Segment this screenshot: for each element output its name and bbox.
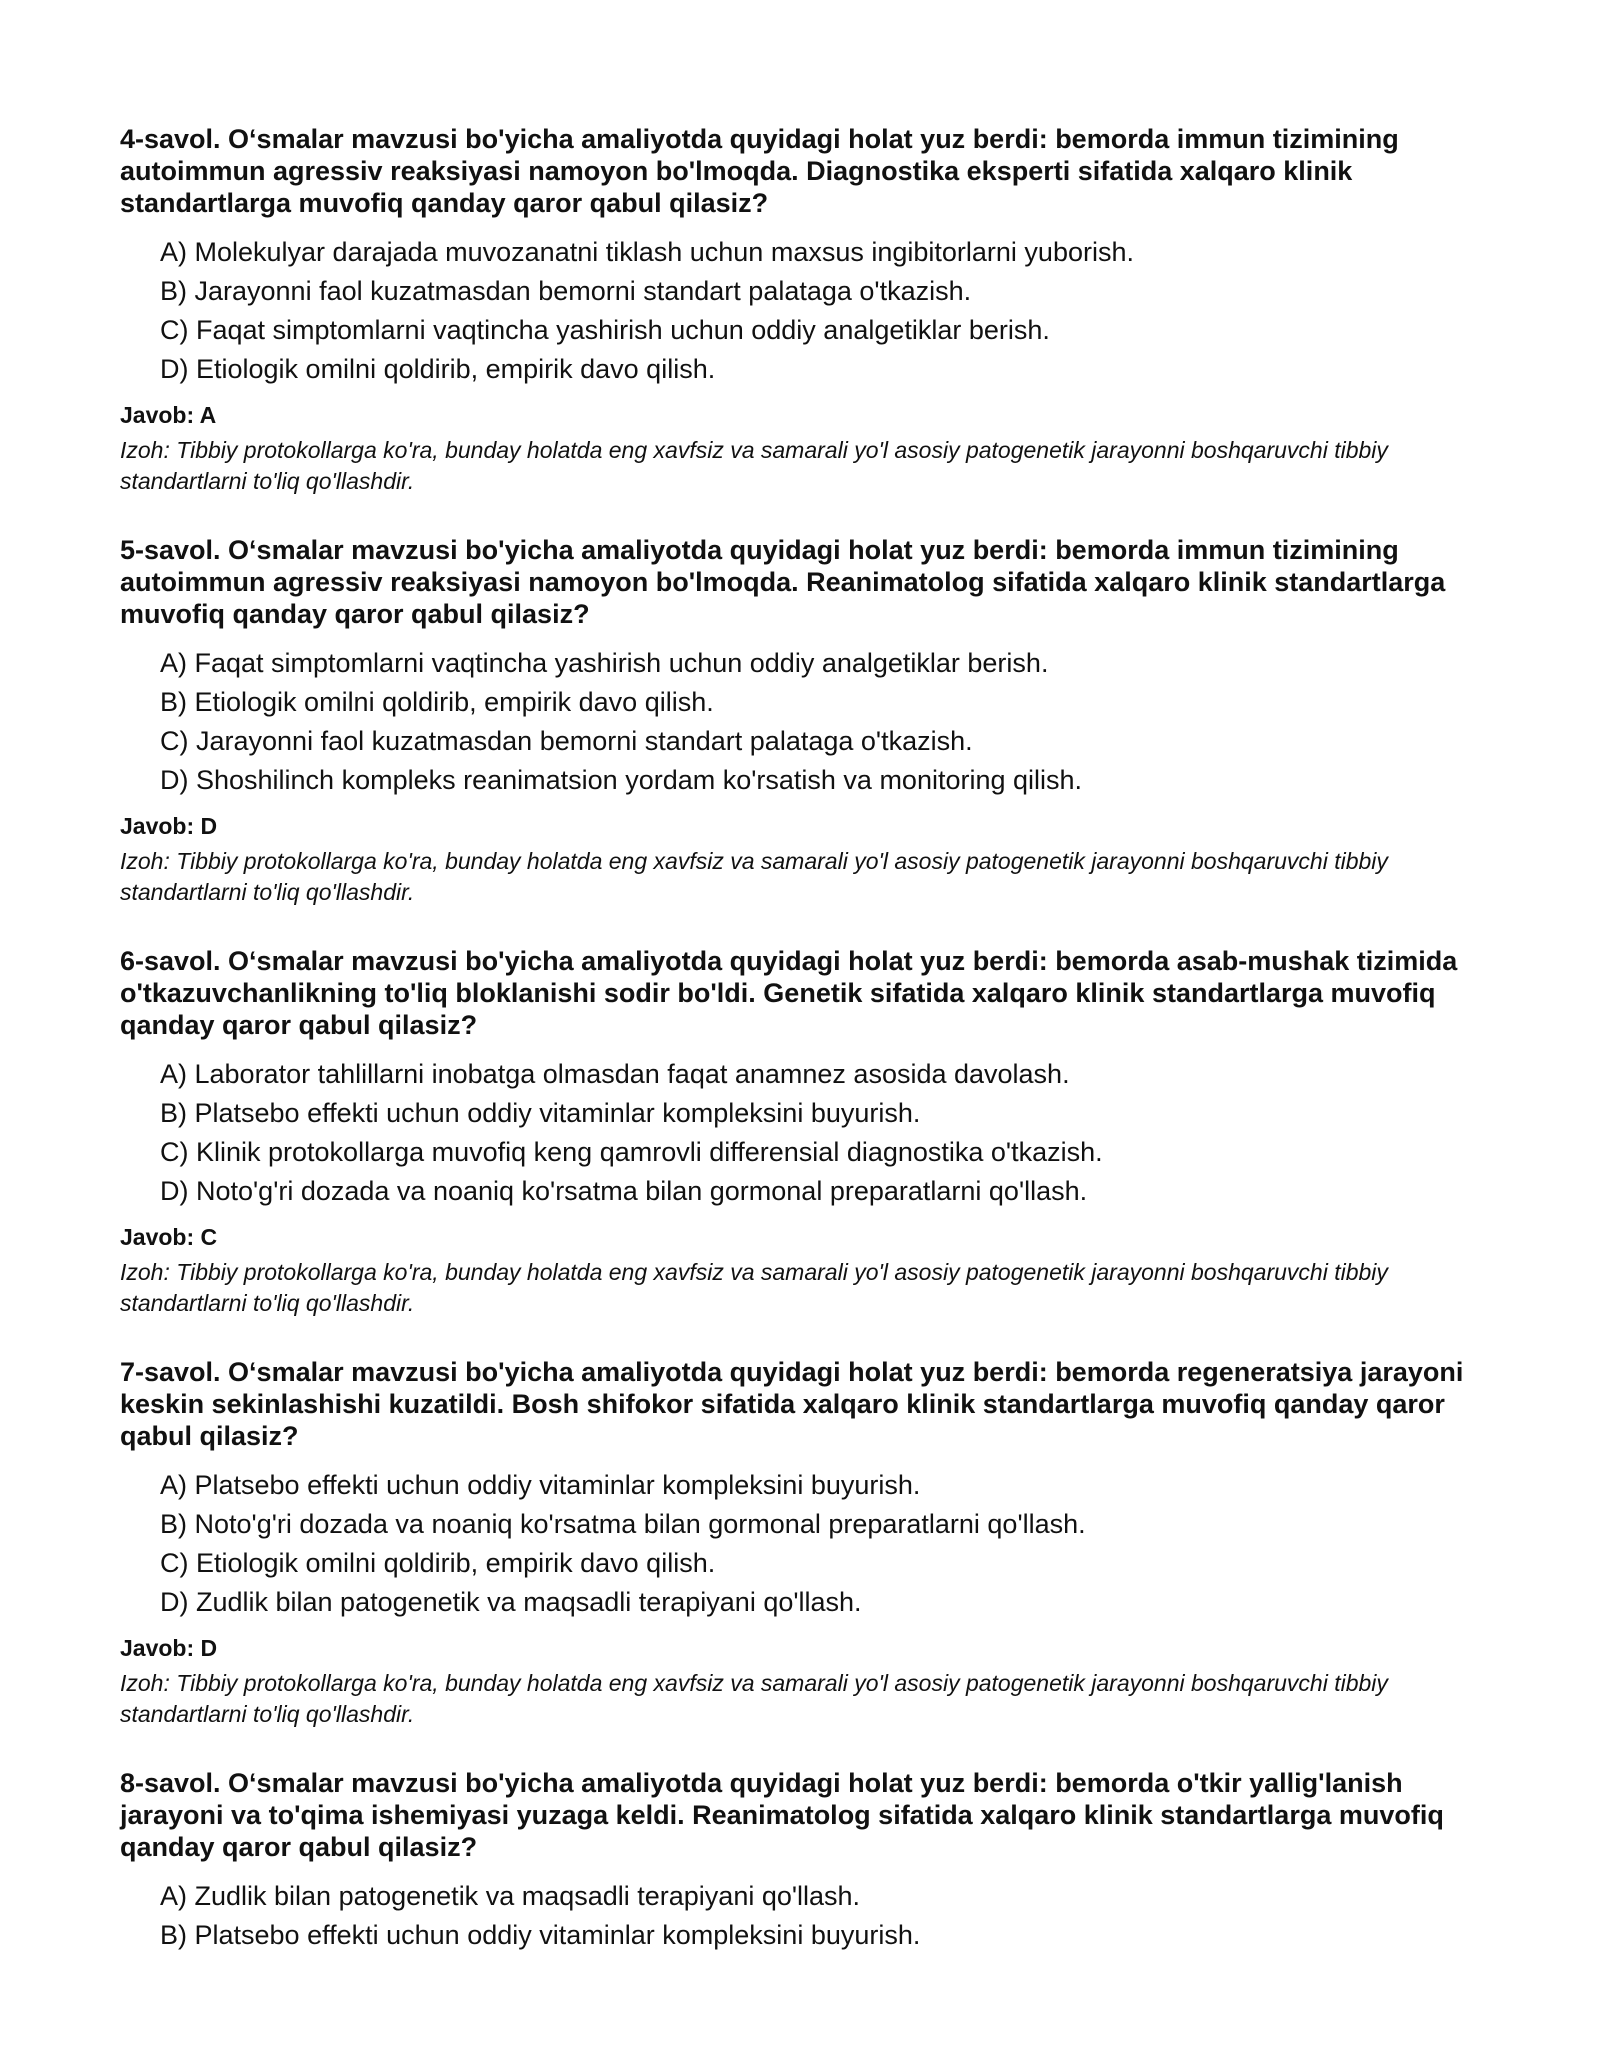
option-d: D) Zudlik bilan patogenetik va maqsadli terapiyani qo'llash. bbox=[160, 1587, 862, 1617]
option-b: B) Etiologik omilni qoldirib, empirik davo qilish. bbox=[160, 687, 714, 717]
explanation: Izoh: Tibbiy protokollarga ko'ra, bunday holatda eng xavfsiz va samarali yo'l asosiy patogenetik jarayonni boshqaruvchi tibbiy standartlarni to'liq qo'llashdir. bbox=[120, 437, 1388, 494]
options-list bbox=[120, 1466, 1500, 1622]
option-d: D) Etiologik omilni qoldirib, empirik davo qilish. bbox=[160, 354, 716, 384]
answer: Javob: C bbox=[120, 1224, 218, 1250]
option-c: C) Klinik protokollarga muvofiq keng qamrovli differensial diagnostika o'tkazish. bbox=[160, 1137, 1103, 1167]
options-list bbox=[120, 1877, 1500, 1955]
question-block bbox=[120, 1767, 1500, 1955]
question-block bbox=[120, 534, 1500, 908]
question-text: 8-savol. O‘smalar mavzusi bo'yicha amaliyotda quyidagi holat yuz berdi: bemorda o'tkir yallig'lanish jarayoni va to'qima ishemiyasi yuzaga keldi. Reanimatolog sifatida xalqaro klinik standartlarga muvofiq qanday qaror qabul qilasiz? bbox=[120, 1768, 1444, 1862]
option-b: B) Platsebo effekti uchun oddiy vitaminlar kompleksini buyurish. bbox=[160, 1920, 921, 1950]
option-b: B) Jarayonni faol kuzatmasdan bemorni standart palataga o'tkazish. bbox=[160, 276, 972, 306]
option-d: D) Noto'g'ri dozada va noaniq ko'rsatma bilan gormonal preparatlarni qo'llash. bbox=[160, 1176, 1088, 1206]
question-block bbox=[120, 123, 1500, 497]
explanation: Izoh: Tibbiy protokollarga ko'ra, bunday holatda eng xavfsiz va samarali yo'l asosiy patogenetik jarayonni boshqaruvchi tibbiy standartlarni to'liq qo'llashdir. bbox=[120, 1259, 1388, 1316]
option-c: C) Faqat simptomlarni vaqtincha yashirish uchun oddiy analgetiklar berish. bbox=[160, 315, 1050, 345]
explanation: Izoh: Tibbiy protokollarga ko'ra, bunday holatda eng xavfsiz va samarali yo'l asosiy patogenetik jarayonni boshqaruvchi tibbiy standartlarni to'liq qo'llashdir. bbox=[120, 1670, 1388, 1727]
option-b: B) Noto'g'ri dozada va noaniq ko'rsatma bilan gormonal preparatlarni qo'llash. bbox=[160, 1509, 1086, 1539]
option-b: B) Platsebo effekti uchun oddiy vitaminlar kompleksini buyurish. bbox=[160, 1098, 921, 1128]
question-text: 7-savol. O‘smalar mavzusi bo'yicha amaliyotda quyidagi holat yuz berdi: bemorda regeneratsiya jarayoni keskin sekinlashishi kuzatildi. Bosh shifokor sifatida xalqaro klinik standartlarga muvofiq qanday qaror qabul qilasiz? bbox=[120, 1357, 1464, 1451]
answer: Javob: D bbox=[120, 1635, 218, 1661]
option-a: A) Platsebo effekti uchun oddiy vitaminlar kompleksini buyurish. bbox=[160, 1470, 921, 1500]
options-list bbox=[120, 644, 1500, 800]
option-a: A) Faqat simptomlarni vaqtincha yashirish uchun oddiy analgetiklar berish. bbox=[160, 648, 1049, 678]
question-text: 6-savol. O‘smalar mavzusi bo'yicha amaliyotda quyidagi holat yuz berdi: bemorda asab-mushak tizimida o'tkazuvchanlikning to'liq bloklanishi sodir bo'ldi. Genetik sifatida xalqaro klinik standartlarga muvofiq qanday qaror qabul qilasiz? bbox=[120, 946, 1458, 1040]
options-list bbox=[120, 1055, 1500, 1211]
explanation: Izoh: Tibbiy protokollarga ko'ra, bunday holatda eng xavfsiz va samarali yo'l asosiy patogenetik jarayonni boshqaruvchi tibbiy standartlarni to'liq qo'llashdir. bbox=[120, 848, 1388, 905]
question-block bbox=[120, 1356, 1500, 1730]
answer: Javob: D bbox=[120, 813, 218, 839]
answer: Javob: A bbox=[120, 402, 217, 428]
option-a: A) Zudlik bilan patogenetik va maqsadli terapiyani qo'llash. bbox=[160, 1881, 861, 1911]
option-c: C) Jarayonni faol kuzatmasdan bemorni standart palataga o'tkazish. bbox=[160, 726, 973, 756]
question-text: 4-savol. O‘smalar mavzusi bo'yicha amaliyotda quyidagi holat yuz berdi: bemorda immun tizimining autoimmun agressiv reaksiyasi namoyon bo'lmoqda. Diagnostika eksperti sifatida xalqaro klinik standartlarga muvofiq qanday qaror qabul qilasiz? bbox=[120, 124, 1399, 218]
option-a: A) Molekulyar darajada muvozanatni tiklash uchun maxsus ingibitorlarni yuborish. bbox=[160, 237, 1134, 267]
option-d: D) Shoshilinch kompleks reanimatsion yordam ko'rsatish va monitoring qilish. bbox=[160, 765, 1083, 795]
option-c: C) Etiologik omilni qoldirib, empirik davo qilish. bbox=[160, 1548, 716, 1578]
question-block bbox=[120, 945, 1500, 1319]
option-a: A) Laborator tahlillarni inobatga olmasdan faqat anamnez asosida davolash. bbox=[160, 1059, 1070, 1089]
question-text: 5-savol. O‘smalar mavzusi bo'yicha amaliyotda quyidagi holat yuz berdi: bemorda immun tizimining autoimmun agressiv reaksiyasi namoyon bo'lmoqda. Reanimatolog sifatida xalqaro klinik standartlarga muvofiq qanday qaror qabul qilasiz? bbox=[120, 535, 1446, 629]
options-list bbox=[120, 233, 1500, 389]
